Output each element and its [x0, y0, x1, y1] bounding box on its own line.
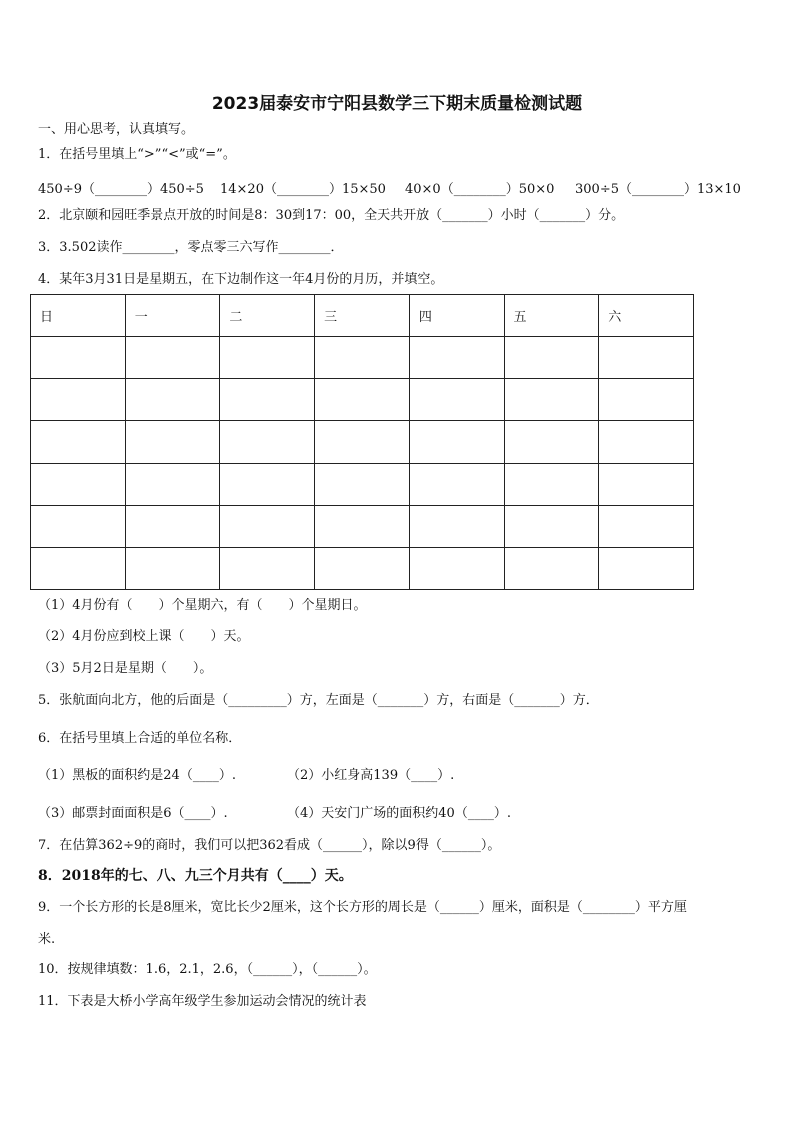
calendar-row	[31, 505, 694, 547]
question-4: 4．某年3月31日是星期五，在下边制作这一年4月份的月历，并填空。	[38, 272, 444, 287]
calendar-cell[interactable]	[315, 505, 410, 547]
question-11: 11．下表是大桥小学高年级学生参加运动会情况的统计表	[38, 994, 367, 1009]
calendar-row	[31, 547, 694, 589]
question-9-line-1: 9．一个长方形的长是8厘米，宽比长少2厘米，这个长方形的周长是（______）厘米，面积是（________）平方厘	[38, 900, 687, 915]
calendar-cell[interactable]	[409, 379, 504, 421]
question-4-sub-1: （1）4月份有（ ）个星期六，有（ ）个星期日。	[38, 598, 367, 613]
weekday-header: 四	[409, 295, 504, 337]
question-6-b: （2）小红身高139（____）.	[287, 768, 455, 783]
calendar-cell[interactable]	[31, 379, 126, 421]
question-1: 1．在括号里填上“>”“<”或“=”。	[38, 147, 236, 162]
calendar-cell[interactable]	[504, 379, 599, 421]
calendar-row	[31, 463, 694, 505]
calendar-cell[interactable]	[315, 421, 410, 463]
calendar-cell[interactable]	[125, 379, 220, 421]
calendar-cell[interactable]	[599, 505, 694, 547]
calendar-cell[interactable]	[409, 337, 504, 379]
calendar-cell[interactable]	[315, 463, 410, 505]
calendar-cell[interactable]	[599, 379, 694, 421]
calendar-cell[interactable]	[504, 337, 599, 379]
calendar-cell[interactable]	[125, 505, 220, 547]
calendar-cell[interactable]	[315, 379, 410, 421]
calendar-cell[interactable]	[409, 547, 504, 589]
calendar-cell[interactable]	[504, 505, 599, 547]
question-2: 2．北京颐和园旺季景点开放的时间是8：30到17：00，全天共开放（_______）小时（_______）分。	[38, 208, 625, 223]
weekday-header: 五	[504, 295, 599, 337]
question-9-line-2: 米.	[38, 932, 56, 947]
calendar-cell[interactable]	[125, 547, 220, 589]
calendar-cell[interactable]	[220, 421, 315, 463]
calendar-cell[interactable]	[504, 463, 599, 505]
calendar-cell[interactable]	[31, 421, 126, 463]
calendar-cell[interactable]	[125, 421, 220, 463]
compare-item-2: 14×20（________）15×50	[220, 182, 386, 197]
calendar-cell[interactable]	[31, 337, 126, 379]
calendar-cell[interactable]	[504, 421, 599, 463]
question-10: 10．按规律填数：1.6，2.1，2.6，（______），（______）。	[38, 962, 377, 977]
compare-item-3: 40×0（________）50×0	[405, 182, 555, 197]
weekday-header: 一	[125, 295, 220, 337]
calendar-cell[interactable]	[409, 505, 504, 547]
calendar-header-row	[31, 295, 694, 337]
question-7: 7．在估算362÷9的商时，我们可以把362看成（______），除以9得（______）。	[38, 838, 501, 853]
compare-item-4: 300÷5（________）13×10	[575, 182, 741, 197]
calendar-cell[interactable]	[220, 463, 315, 505]
calendar-row	[31, 421, 694, 463]
calendar-row	[31, 337, 694, 379]
question-6-d: （4）天安门广场的面积约40（____）.	[287, 806, 511, 821]
question-6-c: （3）邮票封面面积是6（____）.	[38, 806, 228, 821]
weekday-header: 三	[315, 295, 410, 337]
calendar-cell[interactable]	[220, 337, 315, 379]
calendar-cell[interactable]	[409, 463, 504, 505]
calendar-cell[interactable]	[220, 505, 315, 547]
calendar-cell[interactable]	[31, 463, 126, 505]
calendar-cell[interactable]	[125, 337, 220, 379]
calendar-cell[interactable]	[31, 505, 126, 547]
calendar-row	[31, 379, 694, 421]
weekday-header: 日	[31, 295, 126, 337]
question-8: 8．2018年的七、八、九三个月共有（____）天。	[38, 868, 353, 884]
calendar-cell[interactable]	[409, 421, 504, 463]
calendar-cell[interactable]	[599, 547, 694, 589]
page-title: 2023届泰安市宁阳县数学三下期末质量检测试题	[211, 94, 583, 114]
calendar-cell[interactable]	[125, 463, 220, 505]
question-6-a: （1）黑板的面积约是24（____）.	[38, 768, 236, 783]
calendar-cell[interactable]	[599, 337, 694, 379]
calendar-cell[interactable]	[315, 337, 410, 379]
calendar-cell[interactable]	[599, 421, 694, 463]
question-4-sub-3: （3）5月2日是星期（ ）。	[38, 661, 213, 676]
calendar-cell[interactable]	[220, 379, 315, 421]
compare-item-1: 450÷9（________）450÷5	[38, 182, 204, 197]
calendar-table	[30, 294, 694, 590]
calendar-cell[interactable]	[599, 463, 694, 505]
calendar-cell[interactable]	[31, 547, 126, 589]
weekday-header: 二	[220, 295, 315, 337]
calendar-cell[interactable]	[220, 547, 315, 589]
question-4-sub-2: （2）4月份应到校上课（ ）天。	[38, 629, 250, 644]
question-5: 5．张航面向北方，他的后面是（_________）方，左面是（_______）方，右面是（_______）方．	[38, 693, 599, 708]
question-3: 3．3.502读作________，零点零三六写作________．	[38, 240, 344, 255]
section-heading: 一、用心思考，认真填写。	[38, 122, 195, 137]
question-6: 6．在括号里填上合适的单位名称．	[38, 731, 242, 746]
calendar-cell[interactable]	[504, 547, 599, 589]
calendar-cell[interactable]	[315, 547, 410, 589]
weekday-header: 六	[599, 295, 694, 337]
